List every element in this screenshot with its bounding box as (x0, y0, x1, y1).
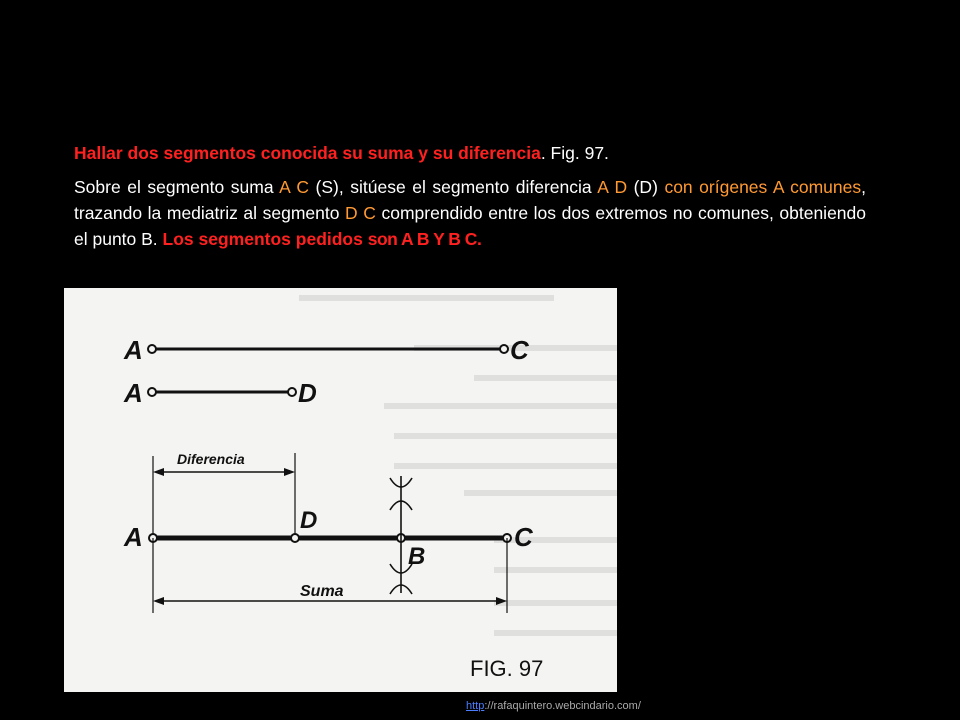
heading-title: Hallar dos segmentos conocida su suma y su diferencia (74, 143, 541, 163)
para-con: con orígenes A comunes (664, 177, 862, 197)
para-result: Los segmentos pedidos (162, 229, 368, 249)
label-d3: D (300, 507, 318, 534)
label-b3: B (408, 543, 426, 570)
heading (74, 140, 866, 166)
label-a2: A (124, 378, 143, 408)
text-block (74, 140, 866, 252)
para-text-4: , trazando la mediatriz al segmento (74, 177, 866, 223)
footer-url (466, 700, 641, 712)
segment-ac (123, 335, 530, 365)
label-c1: C (510, 335, 529, 365)
para-ac: A C (279, 177, 309, 197)
figure-caption: FIG. 97 (470, 656, 544, 681)
perpendicular-bisector (390, 476, 412, 594)
label-a3: A (124, 522, 143, 552)
para-text-2: (S), sitúese el segmento diferencia (309, 177, 598, 197)
para-text-1: Sobre el segmento suma (74, 177, 280, 197)
para-result-end: son A B Y B C. (367, 229, 482, 249)
dimension-diferencia (153, 451, 295, 538)
dimension-suma (153, 538, 507, 613)
label-d2: D (298, 378, 317, 408)
footer-link[interactable]: http (466, 700, 485, 712)
footer-url-rest: ://rafaquintero.webcindario.com/ (484, 700, 641, 712)
body-paragraph (74, 174, 866, 252)
para-text-3: (D) (627, 177, 665, 197)
figure-drawing (64, 288, 617, 692)
label-c3: C (514, 522, 533, 552)
label-diferencia: Diferencia (177, 451, 245, 467)
segment-ad (123, 378, 317, 408)
para-text-5: comprendido entre los dos extremos no comunes, obteniendo el punto B. (74, 203, 866, 249)
label-a1: A (124, 335, 143, 365)
para-dc: D C (345, 203, 376, 223)
label-suma: Suma (300, 583, 344, 600)
para-ad: A D (597, 177, 628, 197)
figure-97 (64, 288, 617, 692)
heading-fig-ref: . Fig. 97. (540, 143, 609, 163)
construction-line (123, 507, 534, 570)
